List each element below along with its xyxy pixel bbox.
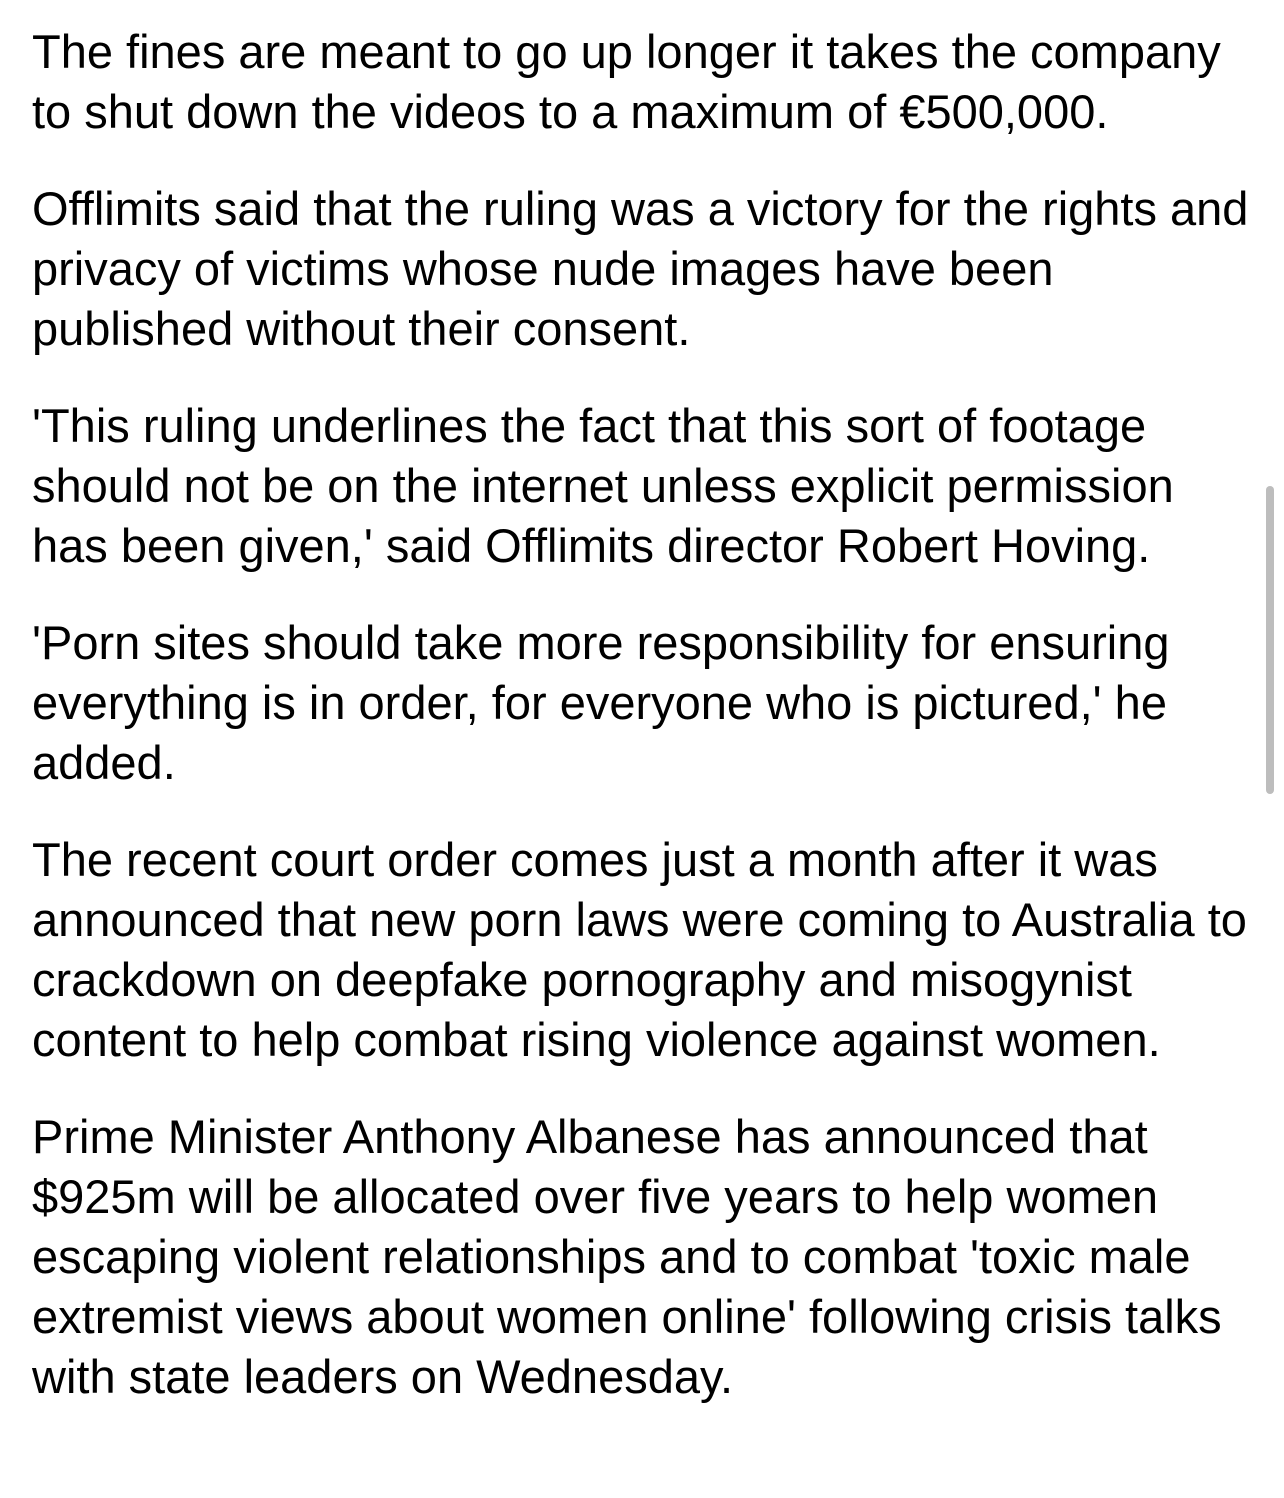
article-paragraph-5: The recent court order comes just a month after it was announced that new porn laws were coming to Australia to crackdown on deepfake pornography and misogynist content to help combat rising violence against women.: [32, 833, 1247, 1066]
article-paragraph-1: The fines are meant to go up longer it takes the company to shut down the videos to a maximum of €500,000.: [32, 25, 1221, 138]
article-body: [32, 22, 1250, 1444]
article-paragraph-4: 'Porn sites should take more responsibility for ensuring everything is in order, for everyone who is pictured,' he added.: [32, 616, 1170, 789]
article-paragraph-2: Offlimits said that the ruling was a victory for the rights and privacy of victims whose nude images have been published without their consent.: [32, 182, 1249, 355]
article-paragraph-3: 'This ruling underlines the fact that this sort of footage should not be on the internet unless explicit permission has been given,' said Offlimits director Robert Hoving.: [32, 399, 1174, 572]
vertical-scrollbar-thumb[interactable]: [1266, 486, 1274, 794]
article-paragraph-6: Prime Minister Anthony Albanese has announced that $925m will be allocated over five years to help women escaping violent relationships and to combat 'toxic male extremist views about women online' following crisis talks with state leaders on Wednesday.: [32, 1110, 1222, 1403]
